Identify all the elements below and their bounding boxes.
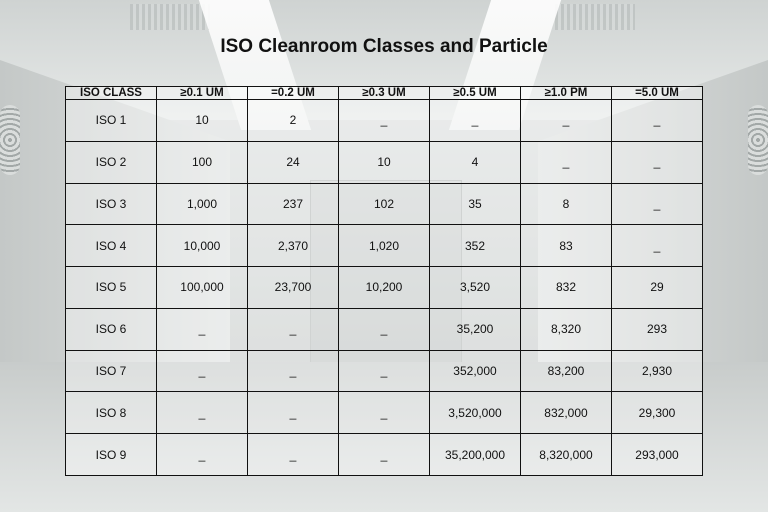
table-header-row [66, 87, 703, 100]
ceiling-vent [555, 4, 635, 30]
particle-count-cell: 10,200 [339, 267, 430, 309]
header-0-5um: ≥0.5 UM [430, 87, 521, 100]
table-row [66, 267, 703, 309]
wall-fan-icon [748, 105, 768, 175]
header-0-2um: =0.2 UM [248, 87, 339, 100]
particle-count-cell: _ [157, 392, 248, 434]
iso-class-cell: ISO 1 [66, 100, 157, 142]
table-row [66, 392, 703, 434]
particle-count-cell: _ [339, 434, 430, 476]
particle-count-cell: 100,000 [157, 267, 248, 309]
header-iso-class: ISO CLASS [66, 87, 157, 100]
particle-count-cell: _ [157, 350, 248, 392]
particle-count-cell: 832 [521, 267, 612, 309]
particle-count-cell: _ [339, 350, 430, 392]
particle-count-cell: 83 [521, 225, 612, 267]
particle-count-cell: 35,200,000 [430, 434, 521, 476]
particle-count-cell: 293,000 [612, 434, 703, 476]
particle-count-cell: _ [157, 308, 248, 350]
particle-count-cell: _ [248, 308, 339, 350]
header-1-0um: ≥1.0 PM [521, 87, 612, 100]
particle-count-cell: 29,300 [612, 392, 703, 434]
particle-count-cell: 100 [157, 141, 248, 183]
particle-count-cell: _ [612, 225, 703, 267]
iso-class-cell: ISO 3 [66, 183, 157, 225]
iso-class-cell: ISO 2 [66, 141, 157, 183]
table-row [66, 434, 703, 476]
particle-count-cell: 2,930 [612, 350, 703, 392]
particle-count-cell: _ [339, 308, 430, 350]
header-5-0um: =5.0 UM [612, 87, 703, 100]
particle-count-cell: 8,320,000 [521, 434, 612, 476]
particle-count-cell: 4 [430, 141, 521, 183]
particle-count-cell: _ [157, 434, 248, 476]
particle-count-cell: _ [612, 141, 703, 183]
particle-count-cell: 29 [612, 267, 703, 309]
particle-count-cell: _ [612, 183, 703, 225]
particle-count-cell: 3,520,000 [430, 392, 521, 434]
particle-count-cell: _ [521, 141, 612, 183]
particle-count-cell: 102 [339, 183, 430, 225]
particle-count-cell: 2,370 [248, 225, 339, 267]
table-row [66, 100, 703, 142]
particle-count-cell: 35 [430, 183, 521, 225]
particle-count-cell: 237 [248, 183, 339, 225]
particle-count-cell: 10 [339, 141, 430, 183]
header-0-1um: ≥0.1 UM [157, 87, 248, 100]
iso-class-cell: ISO 9 [66, 434, 157, 476]
particle-count-cell: 352,000 [430, 350, 521, 392]
particle-count-cell: 83,200 [521, 350, 612, 392]
iso-class-cell: ISO 6 [66, 308, 157, 350]
table-row [66, 225, 703, 267]
iso-class-cell: ISO 5 [66, 267, 157, 309]
iso-class-cell: ISO 8 [66, 392, 157, 434]
particle-count-cell: _ [248, 392, 339, 434]
particle-count-cell: 24 [248, 141, 339, 183]
particle-count-cell: 35,200 [430, 308, 521, 350]
wall-fan-icon [0, 105, 20, 175]
particle-count-cell: _ [339, 392, 430, 434]
iso-class-table [65, 86, 703, 476]
iso-class-cell: ISO 4 [66, 225, 157, 267]
ceiling-vent [130, 4, 210, 30]
page-title: ISO Cleanroom Classes and Particle [220, 36, 548, 57]
particle-count-cell: 1,000 [157, 183, 248, 225]
particle-count-cell: 10,000 [157, 225, 248, 267]
particle-count-cell: 832,000 [521, 392, 612, 434]
table-row [66, 141, 703, 183]
particle-count-cell: 293 [612, 308, 703, 350]
table-body [66, 100, 703, 476]
header-0-3um: ≥0.3 UM [339, 87, 430, 100]
table-row [66, 183, 703, 225]
particle-count-cell: 10 [157, 100, 248, 142]
particle-count-cell: 8 [521, 183, 612, 225]
particle-count-cell: 23,700 [248, 267, 339, 309]
particle-count-cell: _ [612, 100, 703, 142]
particle-count-cell: 2 [248, 100, 339, 142]
particle-count-cell: 352 [430, 225, 521, 267]
particle-count-cell: _ [339, 100, 430, 142]
particle-count-cell: 1,020 [339, 225, 430, 267]
particle-count-cell: 8,320 [521, 308, 612, 350]
table-row [66, 350, 703, 392]
particle-count-cell: _ [248, 434, 339, 476]
table-row [66, 308, 703, 350]
particle-count-cell: _ [430, 100, 521, 142]
particle-count-cell: 3,520 [430, 267, 521, 309]
iso-class-cell: ISO 7 [66, 350, 157, 392]
particle-count-cell: _ [248, 350, 339, 392]
particle-count-cell: _ [521, 100, 612, 142]
